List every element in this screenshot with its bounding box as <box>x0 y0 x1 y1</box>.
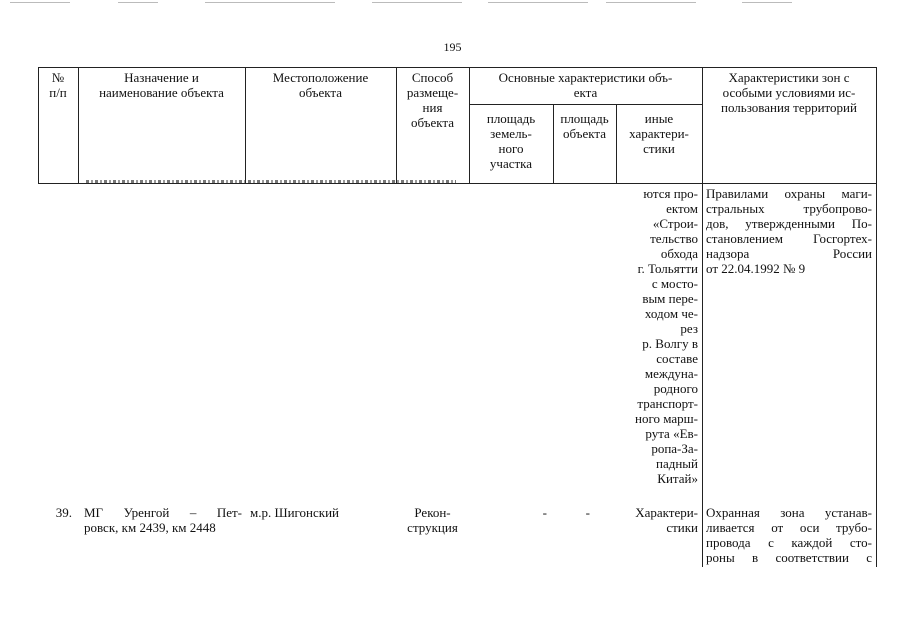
header-main-characteristics: Основные характеристики объ- екта <box>498 70 673 100</box>
page-number: 195 <box>443 40 462 54</box>
header-location: Местоположение объекта <box>272 70 369 100</box>
zone-characteristics-value: Охранная зона устанав- ливается от оси трубо- провода с каждой сто- роны в соответствии с <box>706 505 872 565</box>
scan-artifact <box>205 2 335 3</box>
header-name: Назначение и наименование объекта <box>99 70 224 100</box>
column-divider <box>876 67 877 567</box>
scan-artifact <box>118 2 158 3</box>
header-placement-method: Способ размеще- ния объекта <box>406 70 459 130</box>
scan-artifact <box>742 2 792 3</box>
scan-artifact <box>372 2 462 3</box>
header-object-area: площадь объекта <box>560 111 609 141</box>
header-other-characteristics: иные характери- стики <box>629 111 689 156</box>
continuation-zone-characteristics: Правилами охраны маги- стральных трубопрово- дов, утвержденными По- становлением Госгортех- надзора России от 22.04.1992 № 9 <box>706 186 872 276</box>
header-land-area: площадь земель- ного участка <box>486 111 536 171</box>
scan-artifact <box>488 2 588 3</box>
object-name: МГ Уренгой – Пет- ровск, км 2439, км 2448 <box>84 505 242 535</box>
other-characteristics-value: Характери- стики <box>635 505 698 535</box>
scan-artifact <box>86 180 456 183</box>
header-bottom-border <box>38 183 876 184</box>
table-top-border <box>38 67 876 68</box>
continuation-other-characteristics: ются про- ектом «Строи- тельство обхода г. Тольятти с мосто- вым пере- ходом че- рез р. Волгу в составе междуна- родного транспорт- ного марш- рута «Ев- ропа-За- падный Китай» <box>635 186 698 486</box>
header-number: № п/п <box>49 70 67 100</box>
object-area-value: - <box>585 505 590 520</box>
column-divider <box>702 67 703 567</box>
object-location: м.р. Шигонский <box>250 505 340 520</box>
placement-method: Рекон- струкция <box>407 505 458 535</box>
subheader-divider <box>469 104 702 105</box>
land-area-value: - <box>542 505 547 520</box>
header-zone-characteristics: Характеристики зон с особыми условиями ис- пользования территорий <box>721 70 857 115</box>
scan-artifact <box>10 2 70 3</box>
scan-artifact <box>606 2 696 3</box>
row-number: 39. <box>55 505 72 520</box>
